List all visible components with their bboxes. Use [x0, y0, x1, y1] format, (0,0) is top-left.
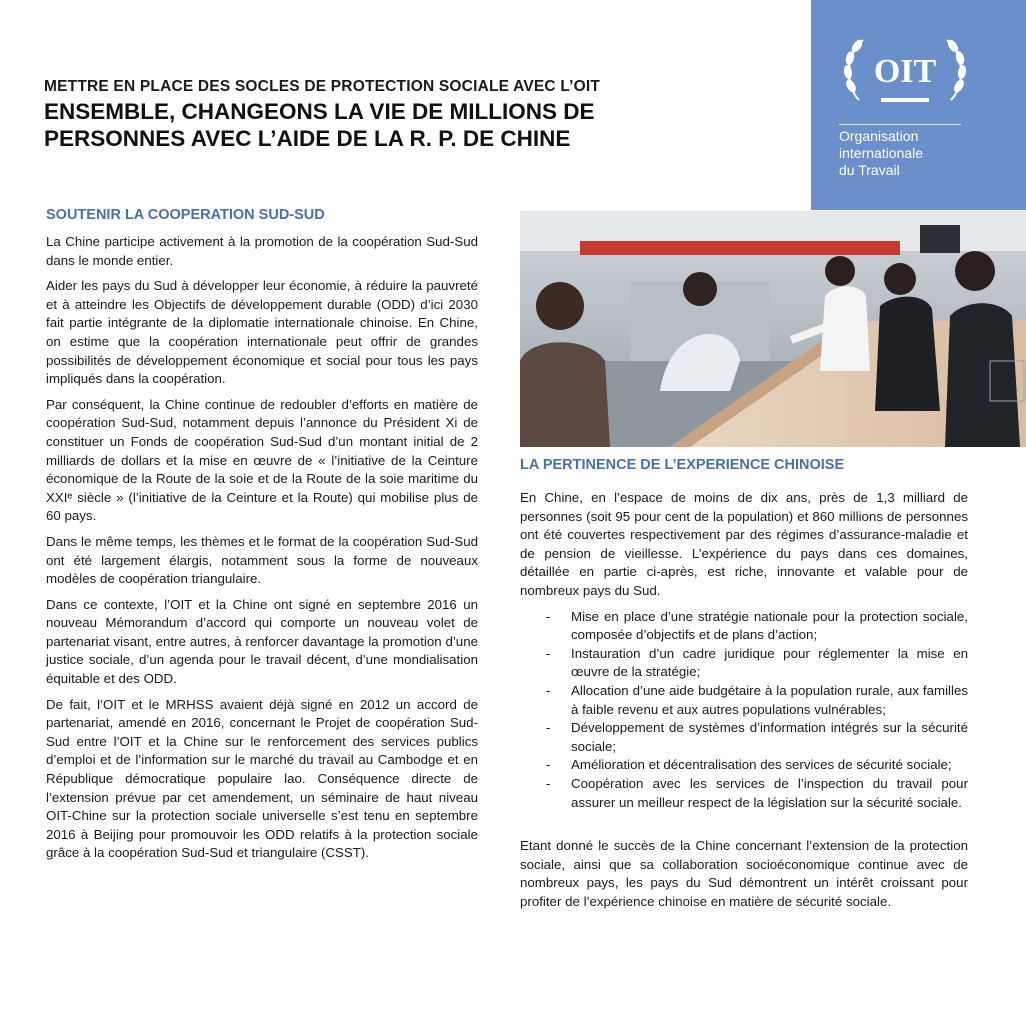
- logo-acronym: OIT: [873, 53, 937, 90]
- page-title-line: ENSEMBLE, CHANGEONS LA VIE DE MILLIONS DE: [44, 99, 595, 124]
- measures-list: [520, 608, 968, 813]
- list-item: - Développement de systèmes d’information intégrés sur la sécurité sociale;: [520, 719, 968, 756]
- paragraph: Dans le même temps, les thèmes et le format de la coopération Sud-Sud ont été largement élargis, notamment sous la forme de nouveaux modèles de coopération triangulaire.: [46, 533, 478, 587]
- logo-org-line: du Travail: [839, 162, 900, 178]
- logo-organisation-name: [839, 128, 1019, 179]
- list-item: - Mise en place d’une stratégie nationale pour la protection sociale, composée d’objectifs et de plans d’action;: [520, 608, 968, 645]
- list-item: - Allocation d’une aide budgétaire à la population rurale, aux familles à faible revenu et aux autres populations vulnérables;: [520, 682, 968, 719]
- section-title-experience-chinoise: LA PERTINENCE DE L’EXPERIENCE CHINOISE: [520, 457, 845, 473]
- paragraph: Etant donné le succès de la Chine concernant l’extension de la protection sociale, ainsi que sa collaboration socioéconomique continue avec de nombreux pays, les pays du Sud démontrent un intérêt croissant pour profiter de l’expérience chinoise en matière de sécurité sociale.: [520, 838, 968, 909]
- list-item: - Instauration d’un cadre juridique pour réglementer la mise en œuvre de la stratégie;: [520, 645, 968, 682]
- paragraph: Aider les pays du Sud à développer leur économie, à réduire la pauvreté et à atteindre les Objectifs de développement durable (ODD) d’ici 2030 fait partie intégrante de la diplomatie internationale chinoise. En Chine, on estime que la coopération internationale peut offrir de grandes possibilités de développement économique et social pour tous les pays impliqués dans la coopération.: [46, 278, 478, 387]
- logo-divider: [839, 124, 961, 125]
- paragraph: De fait, l’OIT et le MRHSS avaient déjà signé en 2012 un accord de partenariat, amendé en 2016, concernant le Projet de coopération Sud-Sud entre l’OIT et la Chine sur le renforcement des services publics d’emploi et de l’information sur le marché du travail au Cambodge et en République démocratique populaire lao. Conséquence directe de l’extension prévue par cet amendement, un séminaire de haut niveau OIT-Chine sur la protection sociale universelle s’est tenu en septembre 2016 à Beijing pour promouvoir les ODD relatifs à la protection sociale grâce à la coopération Sud-Sud et triangulaire (CSST).: [46, 696, 478, 861]
- list-item: - Amélioration et décentralisation des services de sécurité sociale;: [520, 756, 968, 775]
- logo-org-line: internationale: [839, 145, 924, 161]
- logo-org-line: Organisation: [839, 128, 919, 144]
- paragraph: Par conséquent, la Chine continue de redoubler d’efforts en matière de coopération Sud-Sud, notamment depuis l’annonce du Président Xi de constituer un Fonds de coopération Sud-Sud d’un montant initial de 2 milliards de dollars et la mise en œuvre de « l’initiative de la Ceinture économique de la Route de la soie et de la Route de la soie maritime du XXIᵉ siècle » (l’initiative de la Ceinture et la Route) qui mobilise plus de 60 pays.: [46, 396, 478, 524]
- left-column: [46, 233, 478, 870]
- page-title-line: PERSONNES AVEC L’AIDE DE LA R. P. DE CHINE: [44, 126, 571, 151]
- service-counter-photo: [520, 211, 1026, 447]
- paragraph: La Chine participe activement à la promotion de la coopération Sud-Sud dans le monde entier.: [46, 234, 478, 268]
- list-item: - Coopération avec les services de l’inspection du travail pour assurer un meilleur respect de la législation sur la sécurité sociale.: [520, 775, 968, 812]
- ilo-emblem-icon: [841, 30, 969, 110]
- paragraph: En Chine, en l’espace de moins de dix ans, près de 1,3 milliard de personnes (soit 95 pour cent de la population) et 860 millions de personnes ont été couvertes respectivement par des régimes d’assurance-maladie et de pension de vieillesse. L’expérience du pays dans ces domaines, détaillée en partie ci-après, est riche, innovante et valable pour de nombreux pays du Sud.: [520, 490, 968, 598]
- right-column: [520, 489, 968, 918]
- paragraph: Dans ce contexte, l’OIT et la Chine ont signé en septembre 2016 un nouveau Mémorandum d’accord qui comporte un nouveau volet de partenariat visant, entre autres, à renforcer davantage la promotion d’une justice sociale, d’un agenda pour le travail décent, d’une mondialisation équitable et des ODD.: [46, 596, 478, 687]
- page-title: [44, 98, 594, 152]
- ilo-logo-block: [811, 0, 1026, 210]
- page-kicker: METTRE EN PLACE DES SOCLES DE PROTECTION SOCIALE AVEC L’OIT: [44, 78, 601, 95]
- section-title-sud-sud: SOUTENIR LA COOPERATION SUD-SUD: [46, 207, 325, 223]
